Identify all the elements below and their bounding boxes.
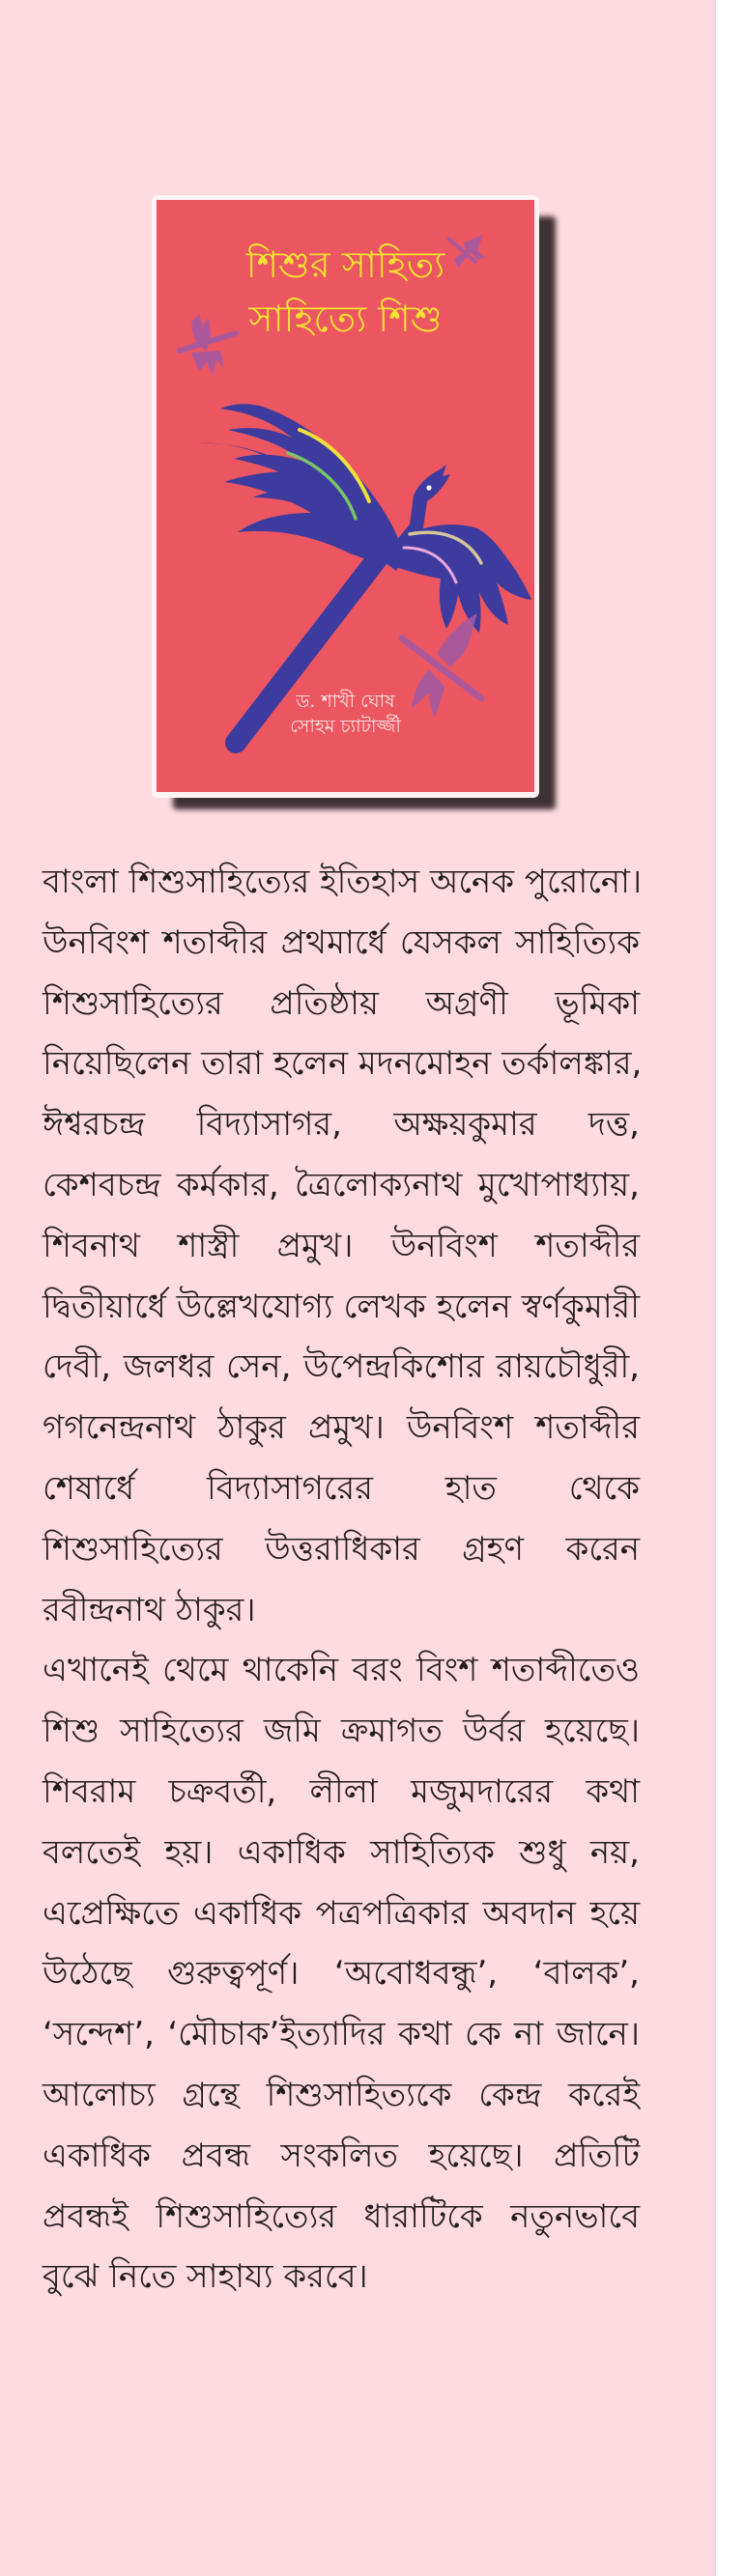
cover-title-line1: শিশুর সাহিত্য: [245, 243, 445, 286]
cover-author-2: সোহম চ্যাটার্জ্জী: [290, 716, 401, 737]
blurb-line: শেষার্ধে বিদ্যাসাগরের হাত থেকে: [43, 1468, 640, 1508]
blurb-line: কেশবচন্দ্র কর্মকার, ত্রৈলোক্যনাথ মুখোপাধ্যায়,: [43, 1165, 640, 1204]
blurb-line: প্রবন্ধই শিশুসাহিত্যের ধারাটিকে নতুনভাবে: [43, 2196, 640, 2236]
blurb-line: শিশুসাহিত্যের উত্তরাধিকার গ্রহণ করেন: [43, 1529, 640, 1569]
blurb-line: উঠেছে গুরুত্বপূর্ণ। ‘অবোধবন্ধু’, ‘বালক’,: [43, 1954, 640, 1994]
cover-artwork: [157, 200, 534, 792]
blurb-line: বুঝে নিতে সাহায্য করবে।: [43, 2257, 368, 2297]
cover-author-1: ড. শাখী ঘোষ: [296, 691, 395, 712]
blurb-line: উনবিংশ শতাব্দীর প্রথমার্ধে যেসকল সাহিত্যিক: [43, 922, 640, 962]
blurb-paragraph-2: [43, 1640, 640, 2307]
blurb-line: দেবী, জলধর সেন, উপেন্দ্রকিশোর রায়চৌধুরী,: [43, 1347, 640, 1387]
blurb-line: ঈশ্বরচন্দ্র বিদ্যাসাগর, অক্ষয়কুমার দত্ত,: [43, 1105, 640, 1145]
book-cover: [152, 195, 539, 798]
cover-title-line2: সাহিত্যে শিশু: [248, 297, 443, 340]
blurb-paragraph-1: [43, 852, 643, 1640]
blurb-line: গগনেন্দ্রনাথ ঠাকুর প্রমুখ। উনবিংশ শতাব্দীর: [43, 1408, 640, 1448]
blurb-line: বাংলা শিশুসাহিত্যের ইতিহাস অনেক পুরোনো।: [43, 863, 643, 901]
blurb-line: বলতেই হয়। একাধিক সাহিত্যিক শুধু নয়,: [43, 1832, 640, 1872]
blurb-line: এপ্রেক্ষিতে একাধিক পত্রপত্রিকার অবদান হয়ে: [43, 1893, 640, 1933]
blurb-line: এখানেই থেমে থাকেনি বরং বিংশ শতাব্দীতেও: [43, 1651, 640, 1690]
blurb-line: শিবনাথ শাস্ত্রী প্রমুখ। উনবিংশ শতাব্দীর: [43, 1226, 640, 1265]
blurb-line: রবীন্দ্রনাথ ঠাকুর।: [43, 1590, 256, 1629]
blurb-line: দ্বিতীয়ার্ধে উল্লেখযোগ্য লেখক হলেন স্বর্ণকুমারী: [43, 1287, 640, 1326]
cover-white-frame: [152, 195, 539, 798]
blurb-line: শিশু সাহিত্যের জমি ক্রমাগত উর্বর হয়েছে।: [43, 1712, 640, 1751]
blurb-line: ‘সন্দেশ’, ‘মৌচাক’ইত্যাদির কথা কে না জানে।: [43, 2015, 640, 2054]
blurb-line: শিশুসাহিত্যের প্রতিষ্ঠায় অগ্রণী ভূমিকা: [43, 983, 640, 1023]
book-blurb: [43, 852, 643, 2307]
blurb-line: শিবরাম চক্রবর্তী, লীলা মজুমদারের কথা: [43, 1771, 640, 1811]
blurb-line: আলোচ্য গ্রন্থে শিশুসাহিত্যকে কেন্দ্র করেই: [43, 2075, 640, 2114]
blurb-line: নিয়েছিলেন তারা হলেন মদনমোহন তর্কালঙ্কার,: [43, 1044, 643, 1084]
blurb-line: একাধিক প্রবন্ধ সংকলিত হয়েছে। প্রতিটি: [43, 2136, 640, 2175]
